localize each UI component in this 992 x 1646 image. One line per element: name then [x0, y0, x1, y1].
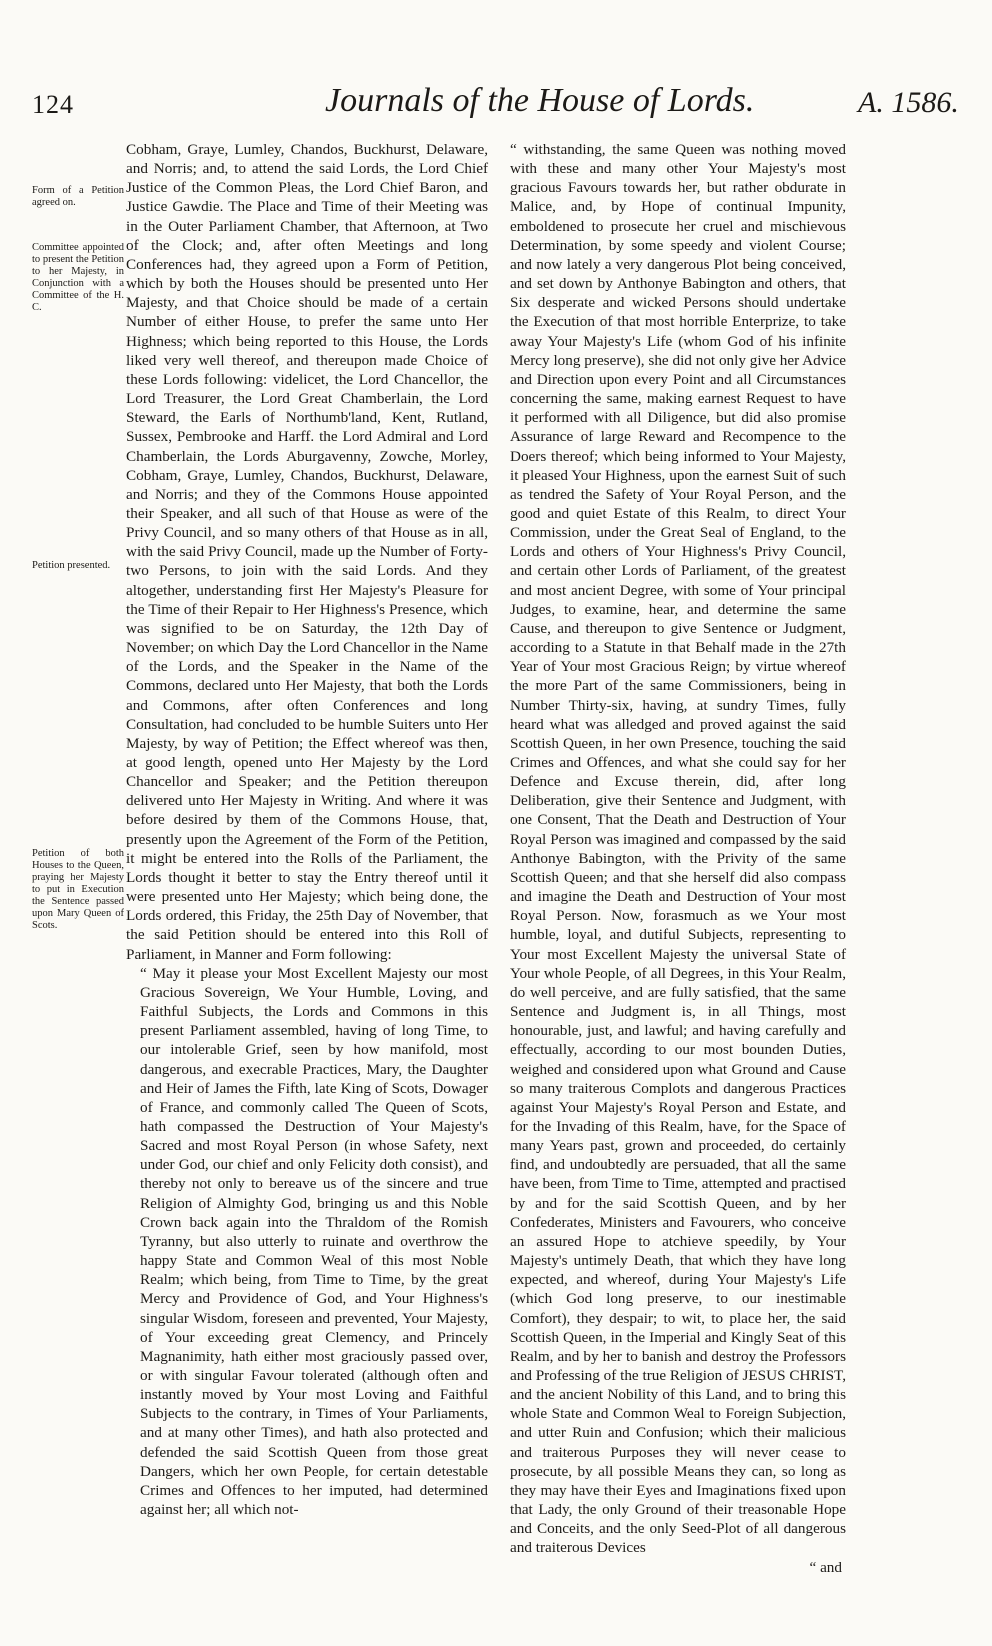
margin-note-form-of-petition: Form of a Petition agreed on.: [32, 185, 124, 208]
margin-note-petition-of-both-houses: Petition of both Houses to the Queen, praying her Majesty to put in Execution the Sentence passed upon Mary Queen of Scots.: [32, 848, 124, 931]
margin-note-committee-appointed: Committee appointed to present the Petition to her Majesty, in Conjunction with a Committee of the H. C.: [32, 242, 124, 313]
margin-note-petition-presented: Petition presented.: [32, 560, 111, 571]
page-header: [0, 82, 992, 132]
paragraph-petition-continued: “ withstanding, the same Queen was nothing moved with these and many other Your Majesty's most gracious Favours towards her, but rather obdurate in Malice, and, by Hope of continual Impunity, emboldened to prosecute her cruel and mischievous Determination, by some speedy and violent Course; and now lately a very dangerous Plot being conceived, and set down by Anthonye Babington and others, that Six desperate and wicked Persons should undertake the Execution of that most horrible Enterprize, to take away Your Majesty's Life (whom God of his infinite Mercy long preserve), she did not only give her Advice and Direction upon every Point and all Circumstances concerning the same, making earnest Request to have it performed with all Diligence, but did also promise Assurance of large Reward and Recompence to the Doers thereof; which being informed to Your Majesty, it pleased Your Highness, upon the earnest Suit of such as tendred the Safety of Your Royal Person, and the good and quiet Estate of this Realm, to direct Your Commission, under the Great Seal of England, to the Lords and others of Your Highness's Privy Council, and certain other Lords of Parliament, of the greatest and most ancient Degree, with some of Your principal Judges, to examine, hear, and determine the same Cause, and thereupon to give Sentence or Judgment, according to a Statute in that Behalf made in the 27th Year of Your most Gracious Reign; by virtue whereof the more Part of the same Commissioners, being in Number Thirty-six, having, at sundry Times, fully heard what was alledged and proved against the said Scottish Queen, in her own Presence, touching the said Crimes and Offences, and what she could say for her Defence and Excuse therein, did, after long Deliberation, give their Sentence and Judgment, with one Consent, That the Death and Destruction of Your Royal Person was imagined and compassed by the said Anthonye Babington, with the Privity of the same Scottish Queen; and that she herself did also compass and imagine the Death and Destruction of Your most Royal Person. Now, forasmuch as we Your most humble, loyal, and dutiful Subjects, representing to Your most Excellent Majesty the universal State of Your whole People, of all Degrees, in this Your Realm, do well perceive, and are fully satisfied, that the same Sentence and Judgment is, in all Things, most honourable, just, and lawful; and having carefully and effectually, according to our most bounden Duties, weighed and considered upon what Ground and Cause so many traiterous Complots and dangerous Practices against Your Majesty's Royal Person and Estate, and for the Invading of this Realm, have, for the Space of many Years past, grown and proceeded, do certainly find, and undoubtedly are persuaded, that all the same have been, from Time to Time, attempted and practised by and for the said Scottish Queen, and by her Confederates, Ministers and Favourers, who conceive an assured Hope to atchieve speedily, by Your Majesty's untimely Death, that which they have long expected, and whereof, during Your Majesty's Life (which God long preserve, to our inestimable Comfort), they despair; to wit, to place her, the said Scottish Queen, in the Imperial and Kingly Seat of this Realm, and by her to banish and destroy the Professors and Professing of the true Religion of JESUS CHRIST, and the ancient Nobility of this Land, and to bring this whole State and Common Weal to Foreign Subjection, and utter Ruin and Confusion; which their malicious and traiterous Purposes they will never cease to prosecute, by all possible Means they can, so long as they may have their Eyes and Imaginations fixed upon that Lady, the only Ground of their treasonable Hope and Conceits, and the only Seed-Plot of all dangerous and traiterous Devices: [510, 141, 846, 1557]
text-column-right: [496, 140, 846, 1577]
page-year: A. 1586.: [858, 86, 959, 119]
paragraph-proceedings: Cobham, Graye, Lumley, Chandos, Buckhurst, Delaware, and Norris; and, to attend the said Lords, the Lord Chief Justice of the Common Pleas, the Lord Chief Baron, and Justice Gawdie. The Place and Time of their Meeting was in the Outer Parliament Chamber, that Afternoon, at Two of the Clock; and, after often Meetings and long Conferences had, they agreed upon a Form of Petition, which by both the Houses should be presented unto Her Majesty, and that Choice should be made of a certain Number of either House, to prefer the same unto Her Highness; which being reported to this House, the Lords liked very well thereof, and thereupon made Choice of these Lords following: videlicet, the Lord Chancellor, the Lord Treasurer, the Lord Great Chamberlain, the Lord Steward, the Earls of Northumb'land, Kent, Rutland, Sussex, Pembrooke and Harff. the Lord Admiral and Lord Chamberlain, the Lords Aburgavenny, Zowche, Morley, Cobham, Graye, Lumley, Chandos, Buckhurst, Delaware, and Norris; and they of the Commons House appointed their Speaker, and all such of that House as were of the Privy Council, and so many others of that House as in all, with the said Privy Council, made up the Number of Forty-two Persons, to join with the said Lords. And they altogether, understanding first Her Majesty's Pleasure for the Time of their Repair to Her Highness's Presence, which was signified to be on Saturday, the 12th Day of November; on which Day the Lord Chancellor in the Name of the Lords, and the Speaker in the Name of the Commons, declared unto Her Majesty, that both the Lords and Commons, after often Conferences and long Consultation, had concluded to be humble Suiters unto Her Majesty, by way of Petition; the Effect whereof was then, at good length, opened unto Her Majesty by the Lord Chancellor and Speaker; and the Petition thereupon delivered unto Her Majesty in Writing. And where it was before desired by them of the Commons House, that, presently upon the Agreement of the Form of the Petition, it might be entered into the Rolls of the Parliament, the Lords thought it better to stay the Entry thereof until it were presented unto Her Majesty; which being done, the Lords ordered, this Friday, the 25th Day of November, that the said Petition should be entered into this Roll of Parliament, in Manner and Form following:: [126, 141, 488, 963]
text-column-left: [126, 140, 488, 1519]
page-number: 124: [32, 90, 74, 119]
catchword: “ and: [809, 1558, 842, 1576]
running-title: Journals of the House of Lords.: [325, 82, 755, 119]
paragraph-petition-opening: “ May it please your Most Excellent Majesty our most Gracious Sovereign, We Your Humble, Loving, and Faithful Subjects, the Lords and Commons in this present Parliament assembled, having of long Time, to our intolerable Grief, seen by how manifold, most dangerous, and execrable Practices, Mary, the Daughter and Heir of James the Fifth, late King of Scots, Dowager of France, and commonly called The Queen of Scots, hath compassed the Destruction of Your Majesty's Sacred and most Royal Person (in whose Safety, next under God, our chief and only Felicity doth consist), and thereby not only to bereave us of the sincere and true Religion of Almighty God, bringing us and this Noble Crown back again into the Thraldom of the Romish Tyranny, but also utterly to ruinate and overthrow the happy State and Common Weal of this most Noble Realm; which being, from Time to Time, by the great Mercy and Providence of God, and Your Highness's singular Wisdom, foreseen and prevented, Your Majesty, of Your exceeding great Clemency, and Princely Magnanimity, hath either most graciously passed over, or with singular Favour tolerated (although often and instantly moved by Your most Loving and Faithful Subjects to the contrary, in Times of Your Parliaments, and at many other Times), and hath also protected and defended the said Scottish Queen from those great Dangers, which her own People, for certain detestable Crimes and Offences to her imputed, had determined against her; all which not-: [140, 964, 488, 1519]
